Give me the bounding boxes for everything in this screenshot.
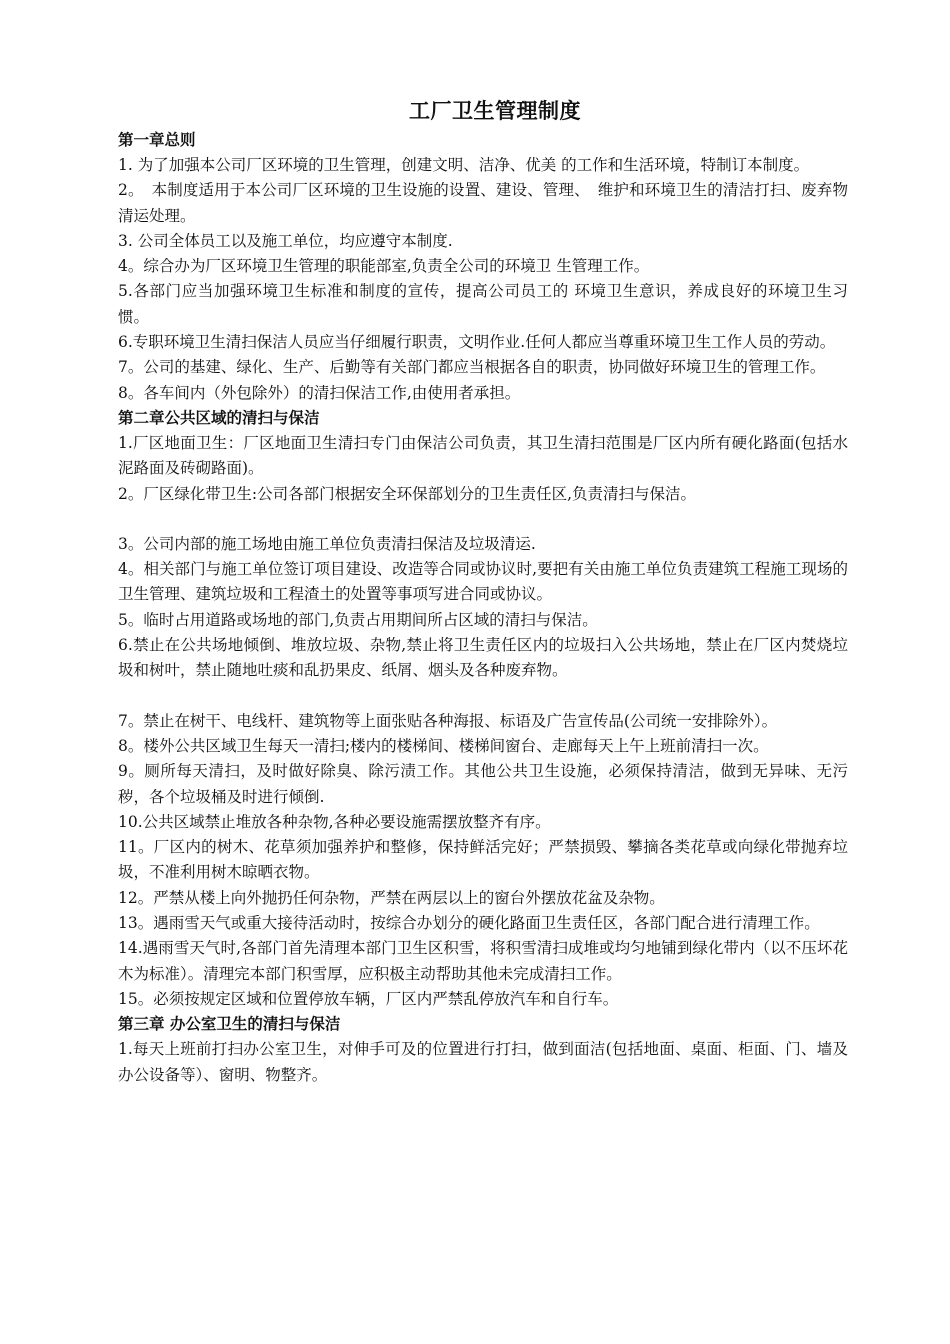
paragraph: 11。厂区内的树木、花草须加强养护和整修，保持鲜活完好；严禁损毁、攀摘各类花草或向绿化带抛弃垃圾，不准利用树木晾晒衣物。 <box>118 838 848 882</box>
chapter-heading: 第二章公共区域的清扫与保洁 <box>118 408 320 427</box>
paragraph: 1.厂区地面卫生：厂区地面卫生清扫专门由保洁公司负责，其卫生清扫范围是厂区内所有硬化路面(包括水泥路面及砖砌路面)。 <box>118 433 848 478</box>
paragraph: 6.禁止在公共场地倾倒、堆放垃圾、杂物,禁止将卫生责任区内的垃圾扫入公共场地，禁止在厂区内焚烧垃圾和树叶，禁止随地吐痰和乱扔果皮、纸屑、烟头及各种废弃物。 <box>118 636 848 680</box>
chapter-heading: 第三章 办公室卫生的清扫与保洁 <box>118 1015 341 1034</box>
paragraph: 8。楼外公共区域卫生每天一清扫;楼内的楼梯间、楼梯间窗台、走廊每天上午上班前清扫一次。 <box>118 736 769 755</box>
paragraph: 15。必须按规定区域和位置停放车辆，厂区内严禁乱停放汽车和自行车。 <box>118 989 619 1008</box>
chapter-heading: 第一章总则 <box>118 131 196 149</box>
paragraph: 5.各部门应当加强环境卫生标准和制度的宣传，提高公司员工的 环境卫生意识，养成良好的环境卫生习惯。 <box>118 282 848 326</box>
paragraph: 12。严禁从楼上向外抛扔任何杂物，严禁在两层以上的窗台外摆放花盆及杂物。 <box>118 888 665 907</box>
paragraph: 2。 本制度适用于本公司厂区环境的卫生设施的设置、建设、管理、 维护和环境卫生的清洁打扫、废弃物清运处理。 <box>118 181 848 225</box>
document-title: 工厂卫生管理制度 <box>409 99 581 123</box>
paragraph: 14.遇雨雪天气时,各部门首先清理本部门卫生区积雪，将积雪清扫成堆或均匀地铺到绿化带内（以不压坏花木为标准）。清理完本部门积雪厚，应积极主动帮助其他未完成清扫工作。 <box>118 939 848 983</box>
paragraph: 10.公共区域禁止堆放各种杂物,各种必要设施需摆放整齐有序。 <box>118 812 551 831</box>
paragraph: 4。相关部门与施工单位签订项目建设、改造等合同或协议时,要把有关由施工单位负责建筑工程施工现场的卫生管理、建筑垃圾和工程渣土的处置等事项写进合同或协议。 <box>118 560 848 604</box>
chapter-2 <box>118 406 848 1012</box>
paragraph: 9。厕所每天清扫，及时做好除臭、除污渍工作。其他公共卫生设施，必须保持清洁，做到无异味、无污秽，各个垃圾桶及时进行倾倒. <box>118 762 848 806</box>
paragraph: 7。禁止在树干、电线杆、建筑物等上面张贴各种海报、标语及广告宣传品(公司统一安排除外）。 <box>118 711 778 730</box>
paragraph: 4。综合办为厂区环境卫生管理的职能部室,负责全公司的环境卫 生管理工作。 <box>118 257 650 276</box>
chapter-3 <box>118 1012 848 1088</box>
paragraph: 3。公司内部的施工场地由施工单位负责清扫保洁及垃圾清运. <box>118 534 536 553</box>
paragraph: 7。公司的基建、绿化、生产、后勤等有关部门都应当根据各自的职责，协同做好环境卫生的管理工作。 <box>118 358 826 377</box>
paragraph: 13。遇雨雪天气或重大接待活动时，按综合办划分的硬化路面卫生责任区，各部门配合进行清理工作。 <box>118 914 820 933</box>
paragraph: 1.每天上班前打扫办公室卫生，对伸手可及的位置进行打扫，做到面洁(包括地面、桌面、柜面、门、墙及办公设备等）、窗明、物整齐。 <box>118 1040 848 1084</box>
paragraph: 1. 为了加强本公司厂区环境的卫生管理，创建文明、洁净、优美 的工作和生活环境，特制订本制度。 <box>118 156 810 174</box>
paragraph: 8。各车间内（外包除外）的清扫保洁工作,由使用者承担。 <box>118 383 521 402</box>
chapter-1 <box>118 128 848 406</box>
paragraph: 2。厂区绿化带卫生:公司各部门根据安全环保部划分的卫生责任区,负责清扫与保洁。 <box>118 484 697 503</box>
paragraph: 5。临时占用道路或场地的部门,负责占用期间所占区域的清扫与保洁。 <box>118 610 598 629</box>
document-page <box>118 96 848 1088</box>
paragraph: 3. 公司全体员工以及施工单位，均应遵守本制度. <box>118 231 453 250</box>
paragraph: 6.专职环境卫生清扫保洁人员应当仔细履行职责，文明作业.任何人都应当尊重环境卫生工作人员的劳动。 <box>118 333 836 352</box>
